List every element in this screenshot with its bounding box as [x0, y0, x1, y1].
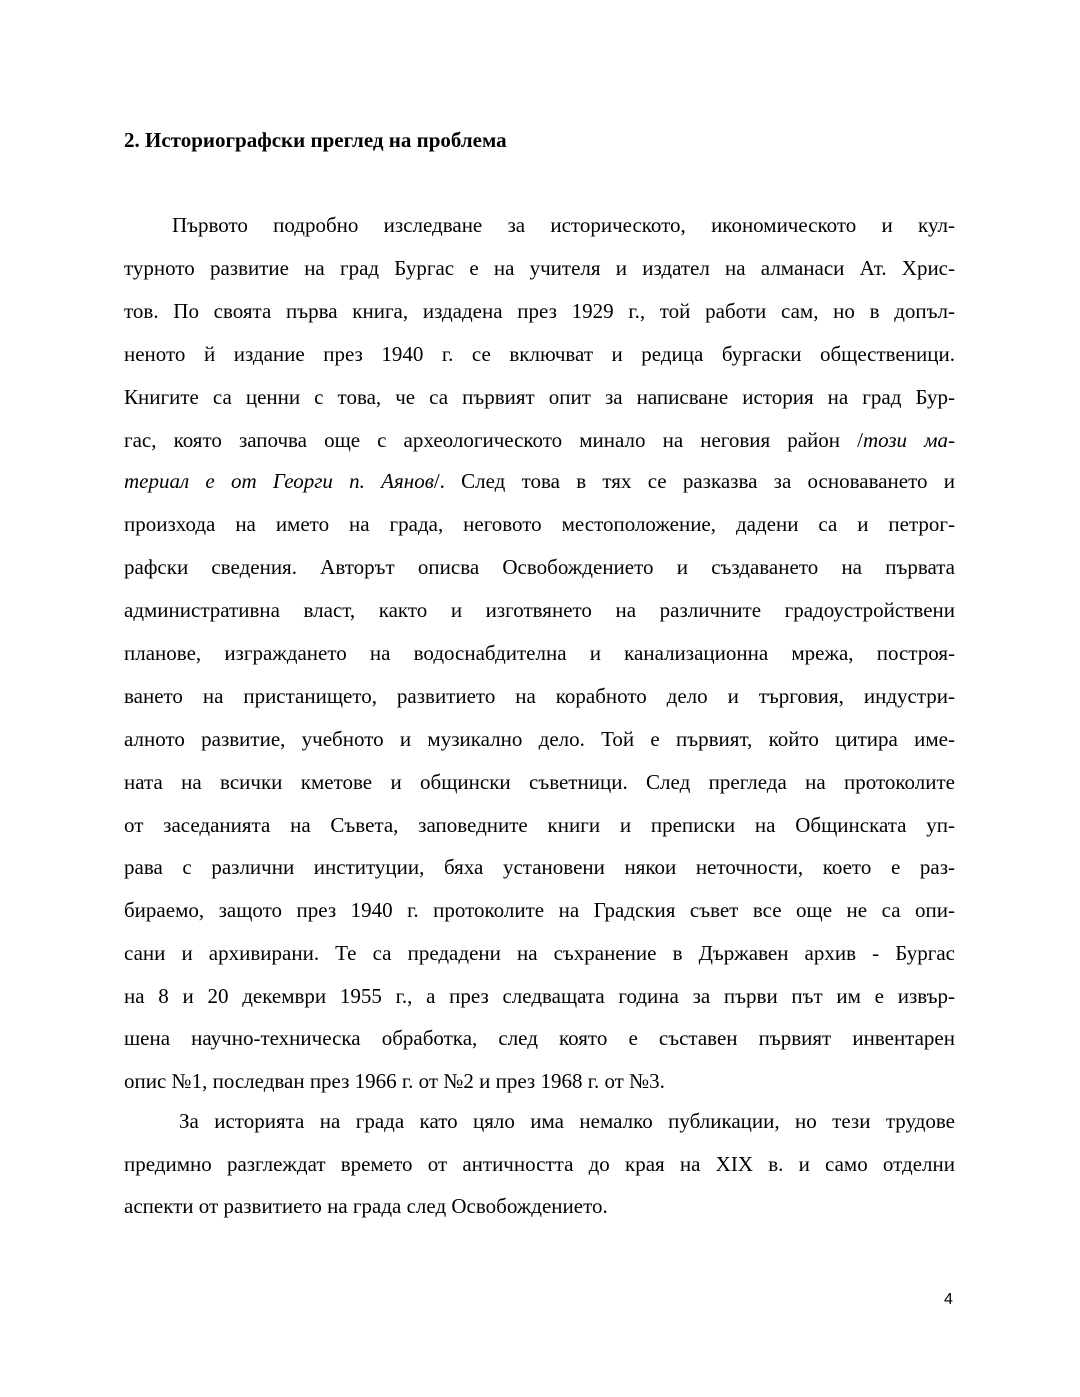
text-line: опис №1, последван през 1966 г. от №2 и през 1968 г. от №3. — [124, 1069, 665, 1093]
italic-citation: териал е от Георги п. Аянов — [124, 469, 434, 493]
text-line: Първото подробно изследване за историческото, икономическото и кул- — [172, 213, 955, 237]
text-line: предимно разглеждат времето от античността до края на XIX в. и само отделни — [124, 1152, 955, 1176]
text-line: За историята на града като цяло има немалко публикации, но тези трудове — [179, 1109, 955, 1133]
text-line — [124, 466, 955, 496]
text-line: административна власт, както и изготвянето на различните градоустройствени — [124, 598, 955, 622]
text-line: ването на пристанището, развитието на корабното дело и търговия, индустри- — [124, 684, 955, 708]
text-line: планове, изграждането на водоснабдителна и канализационна мрежа, построя- — [124, 641, 955, 665]
section-heading: 2. Историографски преглед на проблема — [124, 128, 507, 152]
text-segment: /. След това в тях се разказва за основаването и — [433, 469, 955, 493]
text-line: Книгите са ценни с това, че са първият опит за написване история на град Бур- — [124, 385, 955, 409]
text-line: бираемо, защото през 1940 г. протоколите на Градския съвет все още не са опи- — [124, 898, 955, 922]
text-line: тов. По своята първа книга, издадена през 1929 г., той работи сам, но в допъл- — [124, 299, 955, 323]
page-number: 4 — [944, 1291, 953, 1308]
italic-citation: този ма- — [862, 428, 956, 452]
text-line: ната на всички кметове и общински съветници. След прегледа на протоколите — [124, 770, 955, 794]
text-segment: гас, която започва още с археологическото минало на неговия район / — [124, 428, 863, 452]
text-line: шена научно-техническа обработка, след която е съставен първият инвентарен — [124, 1026, 955, 1050]
text-line: аспекти от развитието на града след Освобождението. — [124, 1194, 608, 1218]
text-line: неното й издание през 1940 г. се включват и редица бургаски общественици. — [124, 342, 955, 366]
text-line: рава с различни институции, бяха установени някои неточности, което е раз- — [124, 855, 955, 879]
text-line: на 8 и 20 декември 1955 г., а през следващата година за първи път им е извър- — [124, 984, 955, 1008]
text-line: алното развитие, учебното и музикално дело. Той е първият, който цитира име- — [124, 727, 955, 751]
text-line: произхода на името на града, неговото местоположение, дадени са и петрог- — [124, 512, 955, 536]
text-line: от заседанията на Съвета, заповедните книги и преписки на Общинската уп- — [124, 813, 955, 837]
text-line: рафски сведения. Авторът описва Освобождението и създаването на първата — [124, 555, 955, 579]
text-line: сани и архивирани. Те са предадени на съхранение в Държавен архив - Бургас — [124, 941, 955, 965]
text-line — [124, 425, 955, 455]
text-line: турното развитие на град Бургас е на учителя и издател на алманаси Ат. Хрис- — [124, 256, 955, 280]
